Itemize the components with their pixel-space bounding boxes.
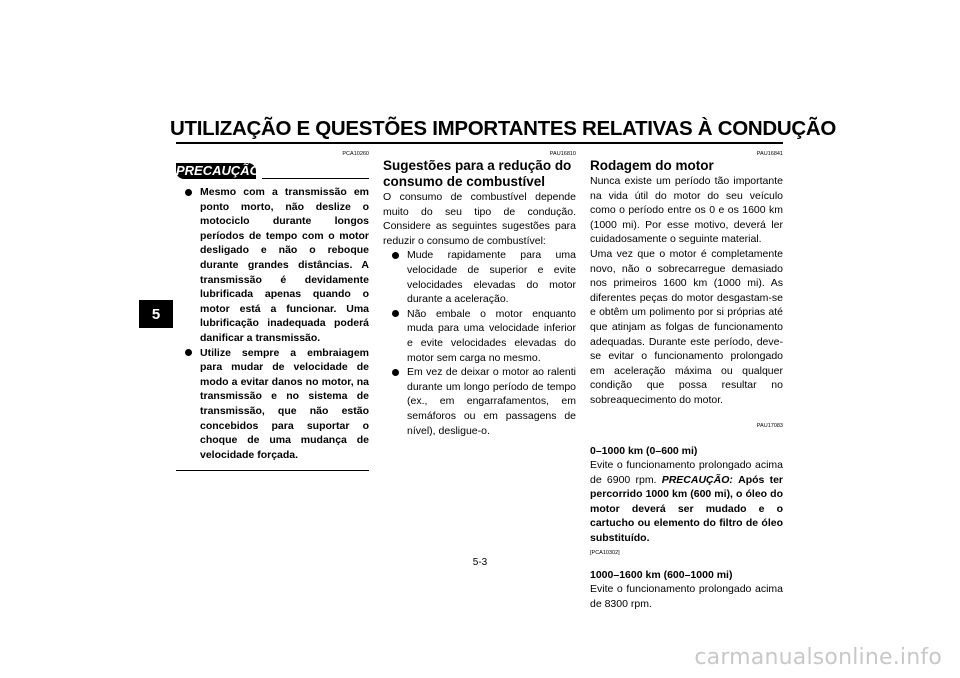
title-rule <box>176 142 783 144</box>
section-code: PAU16810 <box>549 151 576 157</box>
caution-item: Mesmo com a transmissão em ponto morto, não deslize o motociclo durante longos períodos de tempo com o motor desligado e não o reboque durante grandes distâncias. A transmissão é devidamente lubrificada apenas quando o motor está a funcionar. Uma lubrificação inadequada poderá danificar a transmissão. <box>176 185 369 346</box>
break-in-heading: Rodagem do motor <box>590 158 714 173</box>
fuel-tips-list <box>383 248 576 438</box>
section-code: PAU17083 <box>756 422 783 429</box>
caution-header <box>176 160 369 182</box>
caution-list <box>176 185 369 462</box>
stage-1-code: [PCA10302] <box>590 549 620 556</box>
stage-1-heading: 0–1000 km (0–600 mi) <box>590 444 698 457</box>
stage-2-heading: 1000–1600 km (600–1000 mi) <box>590 568 733 581</box>
watermark: carmanualsonline.info <box>694 645 942 670</box>
bullet-icon <box>185 349 192 356</box>
stage-1-text: Evite o funcionamento prolongado acima de 6900 rpm. PRECAUÇÃO: Após ter percorrido 1000 km (600 mi), o óleo do motor deverá ser mudado e o cartucho ou elemento do filtro de óleo substituído. <box>590 459 784 545</box>
bullet-icon <box>392 310 399 317</box>
caution-rule <box>262 178 369 179</box>
fuel-tips-column <box>383 150 576 438</box>
break-in-para-1: Nunca existe um período tão importante na vida útil do motor do seu veículo como o período entre os 0 e os 1600 km (1000 mi). Por esse motivo, deverá ler cuidadosamente o seguinte material. <box>590 175 783 246</box>
list-item: Mude rapidamente para uma velocidade de superior e evite velocidades elevadas do motor durante a aceleração. <box>383 248 576 306</box>
page-title: UTILIZAÇÃO E QUESTÕES IMPORTANTES RELATIVAS À CONDUÇÃO <box>170 117 837 140</box>
bullet-icon <box>392 252 399 259</box>
break-in-para-2: Uma vez que o motor é completamente novo, não o sobrecarregue demasiado nos primeiros 1600 km (1000 mi). As diferentes peças do motor desgastam-se e obtêm um polimento por si próprias até que atinjam as folgas de funcionamento adequadas. Durante este período, deve-se evitar o funcionamento prolongado em aceleração máxima ou qualquer condição que possa resultar no sobreaquecimento do motor. <box>590 247 783 406</box>
break-in-column <box>590 150 783 611</box>
caution-code: PCA10260 <box>342 151 369 157</box>
list-item: Em vez de deixar o motor ao ralenti durante um longo período de tempo (ex., em engarrafamentos, em semáforos ou em passagens de nível), desligue-o. <box>383 365 576 438</box>
caution-item: Utilize sempre a embraiagem para mudar de velocidade de modo a evitar danos no motor, na transmissão e no sistema de transmissão, que não estão concebidos para suportar o choque de uma mudança de velocidade forçada. <box>176 346 369 463</box>
caution-end-rule <box>176 470 369 471</box>
page-number: 5-3 <box>472 557 488 568</box>
section-code: PAU16841 <box>756 151 783 157</box>
fuel-tips-heading: Sugestões para a redução do consumo de combustível <box>383 158 572 189</box>
caution-column <box>176 150 369 471</box>
fuel-tips-intro: O consumo de combustível depende muito do seu tipo de condução. Considere as seguintes sugestões para reduzir o consumo de combustível: <box>383 191 576 247</box>
list-item: Não embale o motor enquanto muda para uma velocidade inferior e evite velocidades elevadas do motor sem carga no mesmo. <box>383 307 576 365</box>
chapter-tab: 5 <box>139 300 173 328</box>
caution-label: PRECAUÇÃO <box>176 163 260 178</box>
bullet-icon <box>392 369 399 376</box>
stage-2-text: Evite o funcionamento prolongado acima de 8300 rpm. <box>590 583 783 610</box>
bullet-icon <box>185 189 192 196</box>
